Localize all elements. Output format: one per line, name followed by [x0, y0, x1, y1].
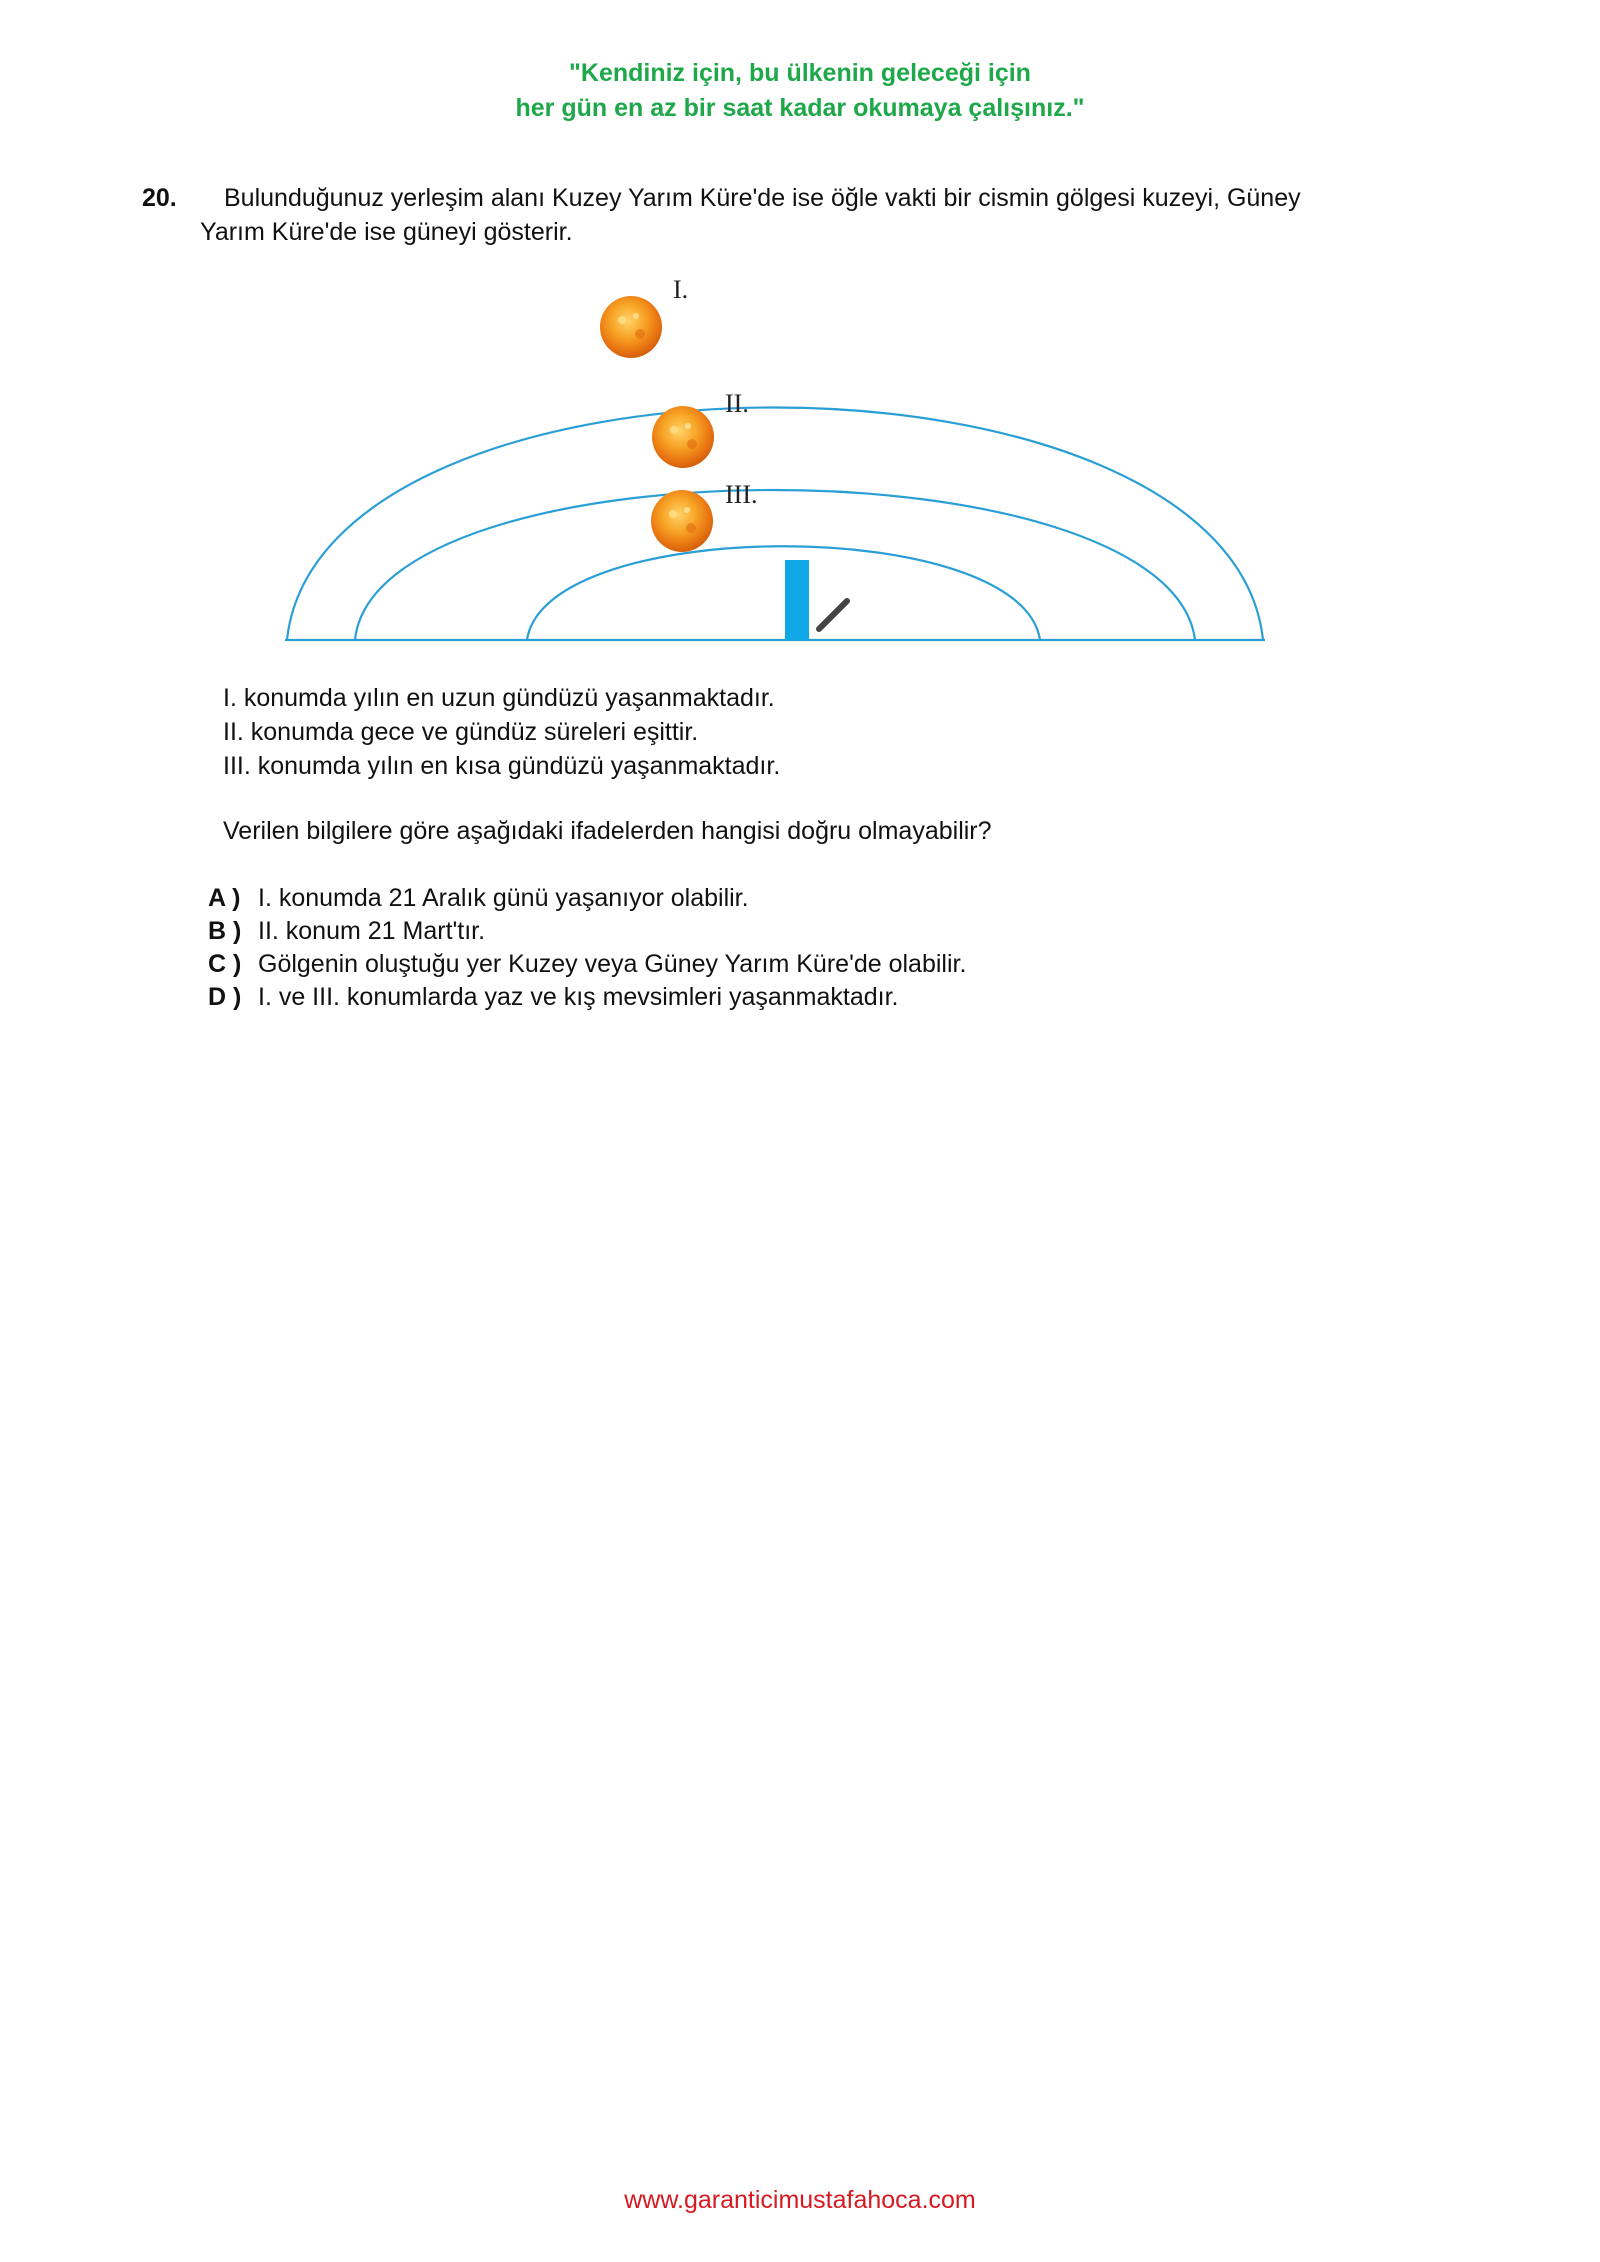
- position-label-2: II.: [725, 389, 749, 418]
- sun-icon: [600, 296, 662, 358]
- statement-list: [223, 681, 780, 783]
- option-text: II. konum 21 Mart'tır.: [258, 917, 486, 945]
- option-letter: B ): [208, 917, 242, 945]
- sun-path-diagram: [270, 260, 1270, 650]
- pole-shadow: [819, 601, 847, 629]
- sun-path-arc-3: [527, 546, 1040, 640]
- option-letter: A ): [208, 884, 241, 912]
- option-c[interactable]: [208, 948, 966, 981]
- option-text: I. ve III. konumlarda yaz ve kış mevsimleri yaşanmaktadır.: [258, 983, 899, 1011]
- question-stem-line-1: Bulunduğunuz yerleşim alanı Kuzey Yarım Küre'de ise öğle vakti bir cismin gölgesi kuzeyi, Güney: [224, 184, 1301, 212]
- sun-icon: [651, 490, 713, 552]
- sun-path-arc-2: [355, 490, 1195, 640]
- answer-options: [208, 882, 966, 1014]
- option-a[interactable]: [208, 882, 966, 915]
- footer-website-link[interactable]: www.garanticimustafahoca.com: [624, 2186, 976, 2214]
- option-letter: D ): [208, 983, 242, 1011]
- option-text: Gölgenin oluştuğu yer Kuzey veya Güney Yarım Küre'de olabilir.: [258, 950, 967, 978]
- statement-2: II. konumda gece ve gündüz süreleri eşittir.: [223, 718, 699, 746]
- option-text: I. konumda 21 Aralık günü yaşanıyor olabilir.: [258, 884, 749, 912]
- question-stem-line-2: Yarım Küre'de ise güneyi gösterir.: [200, 218, 573, 246]
- sun-icon: [652, 406, 714, 468]
- option-b[interactable]: [208, 915, 966, 948]
- question-number: 20.: [142, 184, 177, 212]
- motto-line-1: "Kendiniz için, bu ülkenin geleceği için: [569, 59, 1031, 87]
- position-label-3: III.: [725, 480, 758, 509]
- sun-path-arc-1: [287, 408, 1263, 641]
- option-d[interactable]: [208, 981, 966, 1014]
- question-stem: [200, 181, 1420, 249]
- statement-3: III. konumda yılın en kısa gündüzü yaşanmaktadır.: [223, 752, 781, 780]
- motto-header: [0, 56, 1600, 126]
- question-prompt: Verilen bilgilere göre aşağıdaki ifadelerden hangisi doğru olmayabilir?: [223, 817, 992, 845]
- pole-object: [785, 560, 809, 640]
- statement-1: I. konumda yılın en uzun gündüzü yaşanmaktadır.: [223, 684, 775, 712]
- option-letter: C ): [208, 950, 242, 978]
- position-label-1: I.: [673, 275, 689, 304]
- motto-line-2: her gün en az bir saat kadar okumaya çalışınız.": [515, 94, 1085, 122]
